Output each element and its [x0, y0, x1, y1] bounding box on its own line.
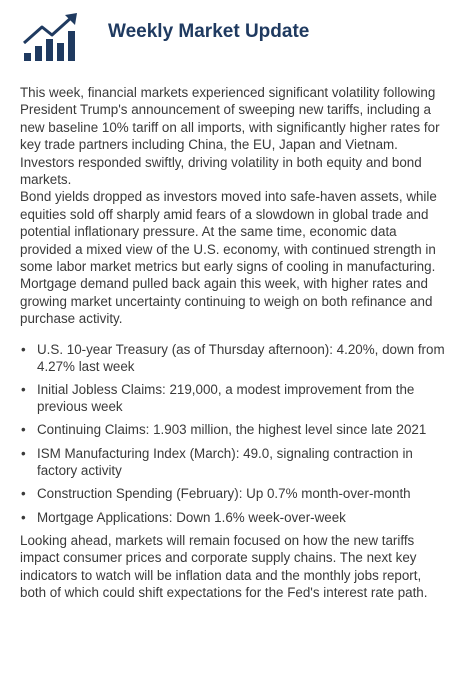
bullet-icon: • [21, 422, 26, 438]
bullet-icon: • [21, 445, 26, 461]
bond-paragraph: Bond yields dropped as investors moved into safe-haven assets, while equities sold off sharply amid fears of a slowdown in global trade and potential inflationary pressure. At the same time, economic data provided a mixed view of the U.S. economy, with continued strength in some labor market metrics but early signs of cooling in manufacturing. [20, 189, 437, 275]
indicator-list [20, 341, 449, 526]
list-item [20, 421, 449, 438]
bullet-icon: • [21, 341, 26, 357]
bullet-icon: • [21, 509, 26, 525]
mortgage-paragraph: Mortgage demand pulled back again this week, with higher rates and growing market uncertainty continuing to weigh on both refinance and purchase activity. [20, 276, 433, 327]
page-title: Weekly Market Update [108, 21, 310, 42]
closing-paragraph: Looking ahead, markets will remain focused on how the new tariffs impact consumer prices and corporate supply chains. The next key indicators to watch will be inflation data and the monthly jobs report, both of which could shift expectations for the Fed's interest rate path. [20, 533, 428, 601]
list-item [20, 445, 449, 479]
list-item [20, 381, 449, 415]
bar-chart-trend-up-icon [22, 13, 82, 63]
list-item [20, 341, 449, 375]
list-item [20, 509, 449, 526]
intro-paragraph: This week, financial markets experienced significant volatility following President Trump's announcement of sweeping new tariffs, including a new baseline 10% tariff on all imports, with significantly higher rates for key trade partners including China, the EU, Japan and Vietnam. Investors responded swiftly, driving volatility in both equity and bond markets. [20, 85, 440, 188]
list-item-text: U.S. 10-year Treasury (as of Thursday afternoon): 4.20%, down from 4.27% last week [37, 341, 445, 374]
list-item [20, 485, 449, 502]
header [20, 0, 449, 84]
list-item-text: Mortgage Applications: Down 1.6% week-over-week [37, 509, 346, 525]
list-item-text: Continuing Claims: 1.903 million, the highest level since late 2021 [37, 422, 427, 438]
bullet-icon: • [21, 382, 26, 398]
list-item-text: Initial Jobless Claims: 219,000, a modest improvement from the previous week [37, 382, 415, 415]
list-item-text: Construction Spending (February): Up 0.7% month-over-month [37, 486, 411, 502]
bullet-icon: • [21, 486, 26, 502]
list-item-text: ISM Manufacturing Index (March): 49.0, signaling contraction in factory activity [37, 445, 413, 478]
